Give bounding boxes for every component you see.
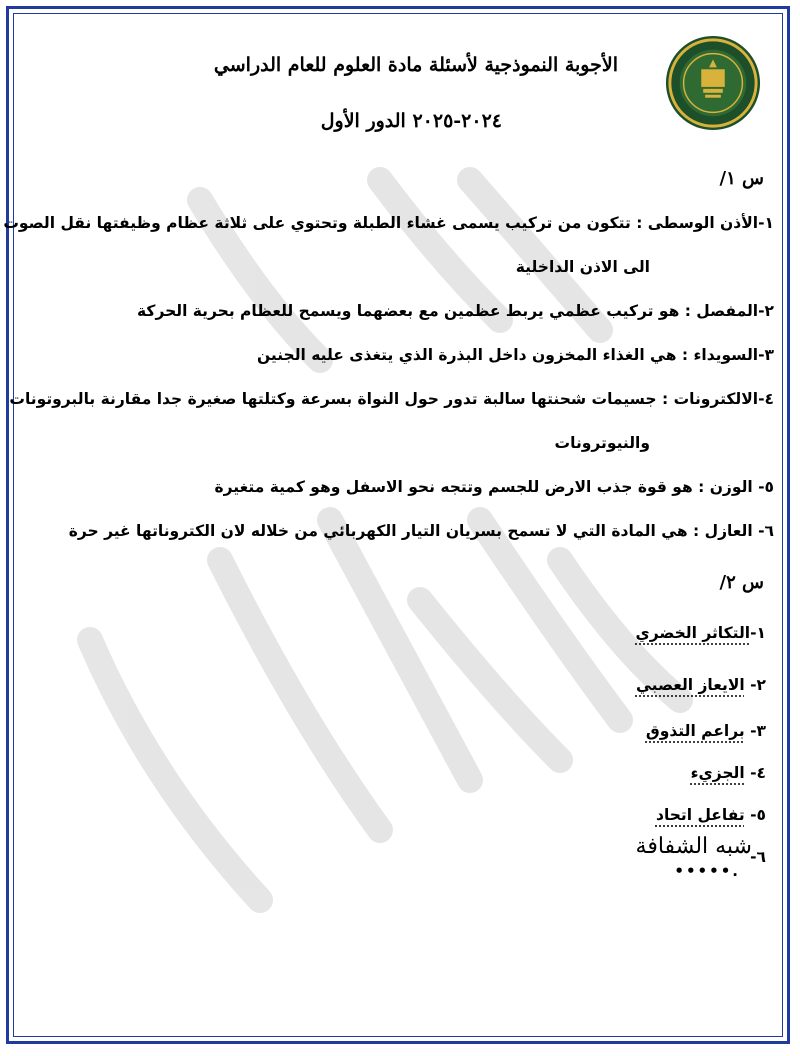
q2-answer-3-text: براعم التذوق [645,722,745,740]
q2-answer-2-text: الايعاز العصبي [635,676,745,694]
q1-answer-4-line2: والنيوترونات [554,434,650,452]
document-title: الأجوبة النموذجية لأسئلة مادة العلوم للعام الدراسي [213,54,618,76]
q2-answer-1-number: ١- [750,624,766,642]
q2-answer-4 [691,764,766,782]
q2-answer-5-text: تفاعل اتحاد [655,806,745,824]
q2-answer-3-number: ٣- [744,722,766,740]
q2-answer-5-number: ٥- [744,806,766,824]
q1-answer-1-line2: الى الاذن الداخلية [515,258,650,276]
q2-answer-6 [750,848,766,866]
q1-answer-5: ٥- الوزن : هو قوة جذب الارض للجسم وتتجه نحو الاسفل وهو كمية متغيرة [214,478,774,496]
q2-answer-3 [646,722,766,740]
q1-answer-1-line1: ١-الأذن الوسطى : تتكون من تركيب يسمى غشاء الطبلة وتحتوي على ثلاثة عظام وظيفتها نقل الصوت [3,214,774,232]
q2-answer-4-number: ٤- [744,764,766,782]
q1-answer-6: ٦- العازل : هي المادة التي لا تسمح بسريان التيار الكهربائي من خلاله لان الكتروناتها غير حرة [68,522,774,540]
ministry-logo [664,34,762,132]
q2-answer-6-number: ٦- [750,848,766,866]
q1-answer-4-line1: ٤-الالكترونات : جسيمات شحنتها سالبة تدور حول النواة بسرعة وكتلتها صغيرة جدا مقارنة بالبروتونات [9,390,774,408]
q2-answer-2-number: ٢- [744,676,766,694]
q2-answer-5 [656,806,766,824]
q2-answer-1-text: التكاثر الخضري [635,624,751,642]
q2-answer-2 [636,676,766,694]
q2-answer-6-dots: •••••. [674,862,740,880]
q1-answer-3: ٣-السويداء : هي الغذاء المخزون داخل البذرة الذي يتغذى عليه الجنين [256,346,774,364]
question-2-label: س ٢/ [719,572,764,593]
q2-answer-4-text: الجزيء [690,764,745,782]
exam-year-session: ٢٠٢٤-٢٠٢٥ الدور الأول [320,110,502,132]
q2-answer-1 [636,624,766,642]
question-1-label: س ١/ [719,168,764,189]
q2-answer-6-handwritten: شبه الشفافة [635,834,752,859]
q1-answer-2: ٢-المفصل : هو تركيب عظمي يربط عظمين مع بعضهما ويسمح للعظام بحرية الحركة [137,302,774,320]
